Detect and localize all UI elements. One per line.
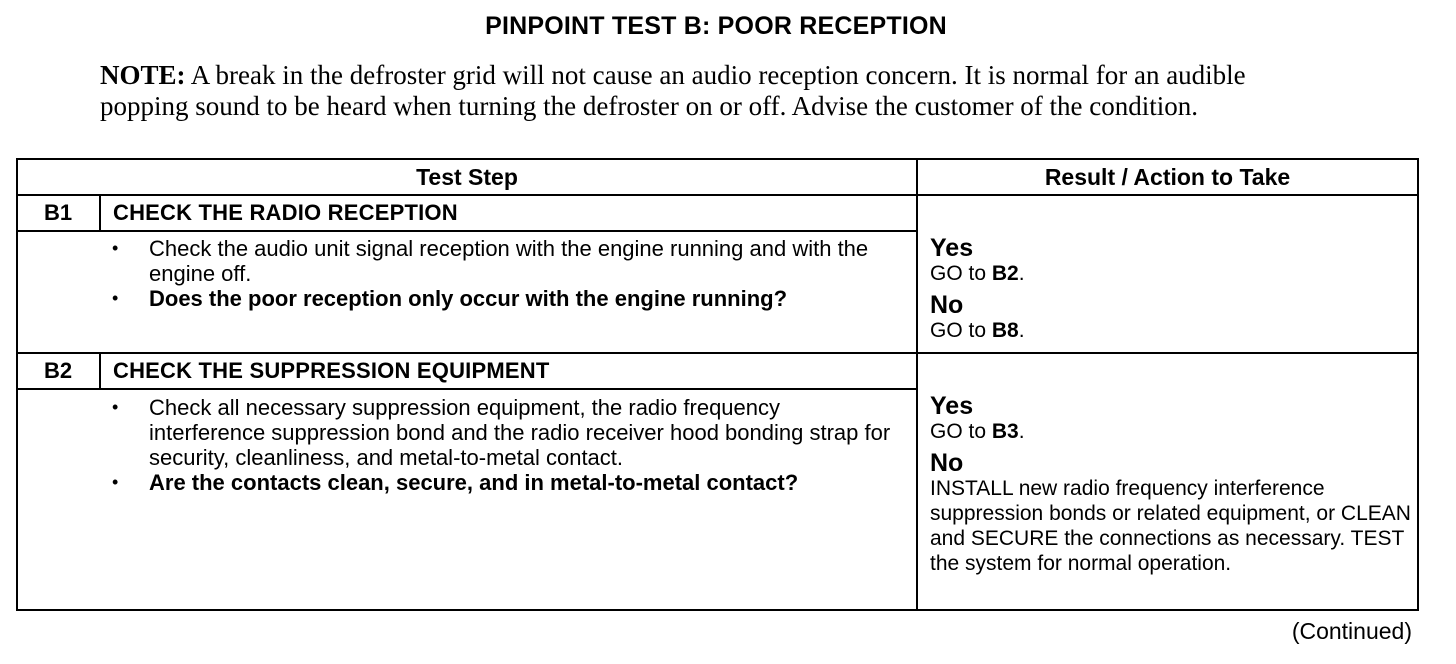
yes-label: Yes (930, 234, 974, 262)
step-instruction: • Check all necessary suppression equipment, the radio frequency interference suppression bond and the radio receiver hood bonding strap for security, cleanliness, and metal-to-metal contact. (112, 395, 891, 470)
b1-row-border (16, 352, 1419, 354)
b2-title-border (16, 388, 918, 390)
no-action: INSTALL new radio frequency interference suppression bonds or related equipment, or CLEAN and SECURE the connections as necessary. TEST the system for normal operation. (930, 477, 1411, 575)
step-result (930, 393, 1416, 576)
step-result (930, 235, 1416, 343)
page-title: PINPOINT TEST B: POOR RECEPTION (485, 12, 947, 40)
step-title: CHECK THE RADIO RECEPTION (113, 200, 458, 225)
header-result: Result / Action to Take (1044, 164, 1291, 190)
note-paragraph (100, 60, 1290, 122)
no-action: GO to B8. (930, 319, 1025, 342)
table-right-border (1417, 158, 1419, 611)
step-bullets (112, 236, 892, 311)
step-question: • Are the contacts clean, secure, and in metal-to-metal contact? (112, 470, 799, 495)
table-bottom-border (16, 609, 1419, 611)
header-test-step: Test Step (416, 164, 518, 190)
table-top-border (16, 158, 1419, 160)
column-divider (916, 158, 918, 611)
yes-action: GO to B3. (930, 420, 1025, 443)
step-title: CHECK THE SUPPRESSION EQUIPMENT (113, 358, 550, 383)
yes-label: Yes (930, 392, 974, 420)
step-instruction: • Check the audio unit signal reception with the engine running and with the engine off. (112, 236, 869, 286)
step-bullets (112, 395, 892, 495)
note-label: NOTE: (100, 60, 186, 90)
step-question: • Does the poor reception only occur with the engine running? (112, 286, 788, 311)
step-id: B1 (43, 200, 73, 225)
header-bottom-border (16, 194, 1419, 196)
step-id: B2 (43, 358, 73, 383)
b2-id-divider (99, 352, 101, 390)
continued-label: (Continued) (1291, 618, 1412, 644)
b1-id-divider (99, 194, 101, 232)
no-label: No (930, 291, 964, 319)
b1-title-border (16, 230, 918, 232)
no-label: No (930, 449, 964, 477)
yes-action: GO to B2. (930, 262, 1025, 285)
note-text: A break in the defroster grid will not cause an audio reception concern. It is normal for an audible popping sound to be heard when turning the defroster on or off. Advise the customer of the condition. (100, 60, 1246, 121)
